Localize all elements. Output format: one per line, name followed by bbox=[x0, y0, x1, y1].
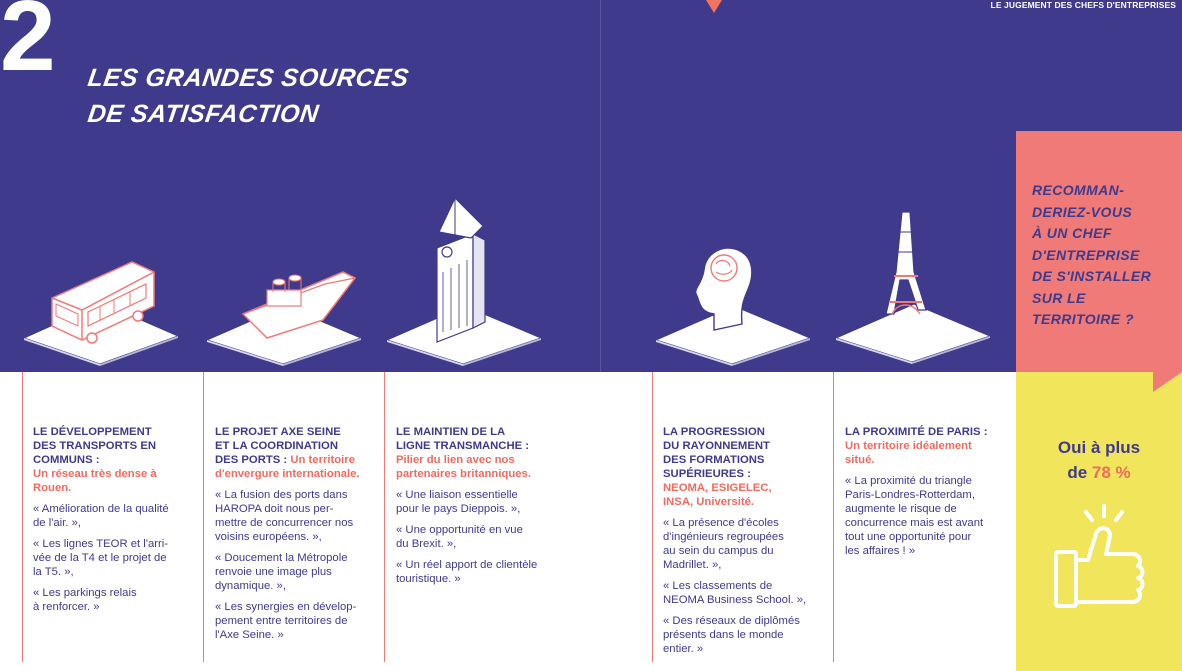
quote: « La proximité du triangle Paris-Londres-Rotterdam, augmente le risque de concurrence mais est avant tout une opportunité pour les affaires ! » bbox=[845, 475, 984, 557]
column-paris: LA PROXIMITÉ DE PARIS : Un territoire idéalement situé. « La proximité du triangle Paris-Londres-Rotterdam, augmente le risque de concurrence mais est avant tout une opportunité pour les affaires ! » bbox=[845, 425, 1010, 558]
triangle-marker-icon bbox=[706, 0, 722, 13]
recommendation-question: RECOMMAN- DERIEZ-VOUS À UN CHEF D'ENTREPRISE DE S'INSTALLER SUR LE TERRITOIRE ? bbox=[1032, 182, 1152, 327]
quote: « Les synergies en dévelop- pement entre territoires de l'Axe Seine. » bbox=[215, 601, 357, 641]
quote: « Les parkings relais à renforcer. » bbox=[33, 587, 137, 613]
column-rule bbox=[384, 372, 385, 662]
quote: « La présence d'écoles d'ingénieurs regroupées au sein du campus du Madrillet. », bbox=[663, 517, 784, 571]
column-rule bbox=[203, 372, 204, 662]
title-line-1: LES GRANDES SOURCES bbox=[86, 64, 411, 92]
quote: « Des réseaux de diplômés présents dans le monde entier. » bbox=[663, 615, 800, 655]
title-line-2: DE SATISFACTION bbox=[86, 100, 321, 128]
quote: « Une opportunité en vue du Brexit. », bbox=[396, 524, 523, 550]
head-brain-illustration bbox=[654, 240, 814, 366]
bus-illustration bbox=[22, 248, 182, 366]
answer-percentage: 78 % bbox=[1091, 463, 1131, 482]
big-ben-illustration bbox=[385, 192, 545, 366]
quote: « La fusion des ports dans HAROPA doit nous per- mettre de concurrencer nos voisins européens. », bbox=[215, 489, 354, 543]
quote: « Amélioration de la qualité de l'air. », bbox=[33, 503, 169, 529]
column-axe-seine: LE PROJET AXE SEINE ET LA COORDINATION DES PORTS : Un territoire d'envergure internationale. « La fusion des ports dans HAROPA doit nous per- mettre de concurrencer nos voisins européens. », « Doucement la Métropole renvoie une image plus dynamique. », « Les synergies en dévelop- pement entre territoires de l'Axe Seine. » bbox=[215, 425, 380, 642]
eiffel-tower-illustration bbox=[834, 202, 994, 392]
spread-divider bbox=[600, 0, 601, 372]
quote: « Une liaison essentielle pour le pays Dieppois. », bbox=[396, 489, 521, 515]
panel-fold bbox=[1153, 372, 1182, 392]
quote: « Un réel apport de clientèle touristique. » bbox=[396, 559, 538, 585]
column-formations: LA PROGRESSION DU RAYONNEMENT DES FORMATIONS SUPÉRIEURES : NEOMA, ESIGELEC, INSA, Université. « La présence d'écoles d'ingénieurs regroupées au sein du campus du Madrillet. », « Les classements de NEOMA Business School. », « Des réseaux de diplômés présents dans le monde entier. » bbox=[663, 425, 828, 656]
answer-text: Oui à plus de 78 % bbox=[1057, 438, 1141, 482]
section-number: 2 bbox=[0, 0, 56, 92]
page-title bbox=[88, 60, 409, 132]
column-rule bbox=[652, 372, 653, 662]
running-header: LE JUGEMENT DES CHEFS D'ENTREPRISES bbox=[990, 0, 1176, 10]
column-transmanche: LE MAINTIEN DE LA LIGNE TRANSMANCHE : Pilier du lien avec nos partenaires britanniques. « Une liaison essentielle pour le pays Dieppois. », « Une opportunité en vue du Brexit. », « Un réel apport de clientèle touristique. » bbox=[396, 425, 566, 586]
column-transports: LE DÉVELOPPEMENT DES TRANSPORTS EN COMMUNS : Un réseau très dense à Rouen. « Amélioration de la qualité de l'air. », « Les lignes TEOR et l'arri- vée de la T4 et le projet de la T5. », « Les parkings relais à renforcer. » bbox=[33, 425, 195, 614]
quote: « Doucement la Métropole renvoie une image plus dynamique. », bbox=[215, 552, 348, 592]
column-rule bbox=[22, 372, 23, 662]
column-rule bbox=[833, 372, 834, 662]
thumbs-up-icon bbox=[1048, 500, 1148, 612]
quote: « Les lignes TEOR et l'arri- vée de la T4 et le projet de la T5. », bbox=[33, 538, 169, 578]
quote: « Les classements de NEOMA Business School. », bbox=[663, 580, 807, 606]
ship-illustration bbox=[205, 262, 365, 366]
